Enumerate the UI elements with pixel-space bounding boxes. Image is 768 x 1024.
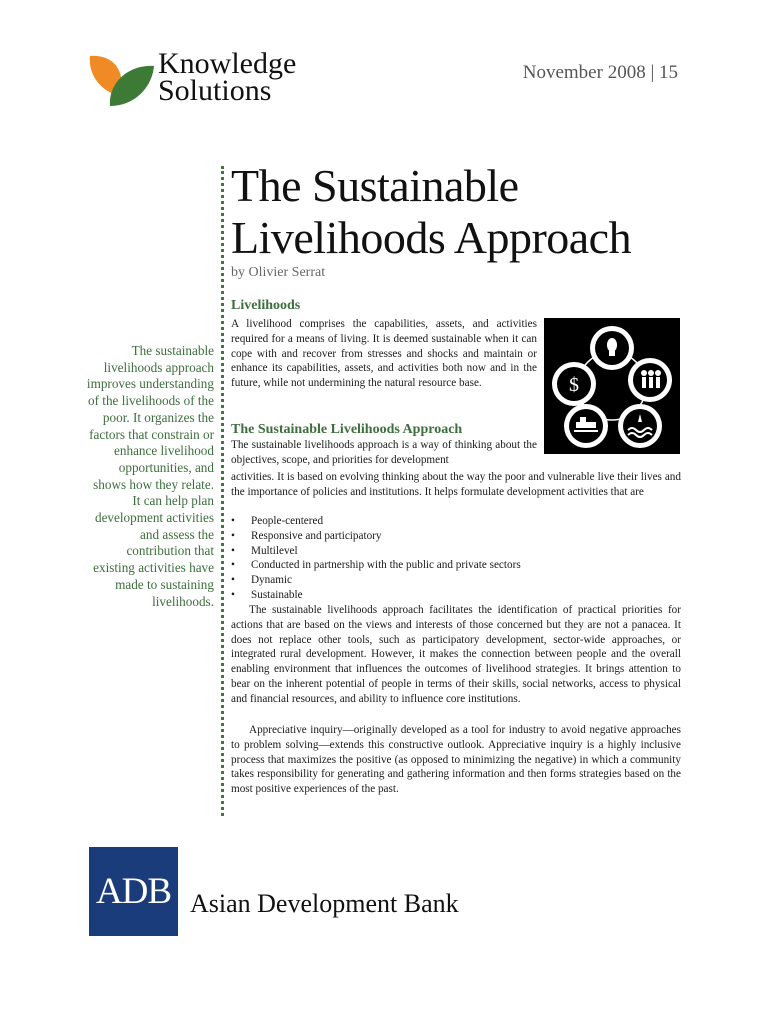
logo-line-1: Knowledge <box>158 47 297 80</box>
heading-sla: The Sustainable Livelihoods Approach <box>231 422 463 437</box>
dotted-divider <box>221 166 224 816</box>
list-item: • Responsive and participatory <box>231 529 382 542</box>
logo-wordmark <box>158 47 297 107</box>
paragraph-facilitation: The sustainable livelihoods approach facilitates the identification of practical priorities for actions that are based on the views and interests of those concerned but they are not a panacea. It does not replace other tools, such as participatory development, sector-wide approaches, or integrated rural development. However, it makes the connection between people and the overall enabling environment that influences the outcomes of livelihood strategies. It brings attention to bear on the inherent potential of people in terms of their skills, social networks, access to physical and financial resources, and ability to influence core institutions. <box>231 604 681 705</box>
page-title: The Sustainable Livelihoods Approach <box>231 160 632 263</box>
adb-logo: ADB <box>89 847 178 936</box>
livelihoods-paragraph: A livelihood comprises the capabilities, assets, and activities required for a means of living. It is deemed sustainable when it can cope with and recover from stresses and shocks and maintain or enhance its capabilities, assets, and activities both now and in the future, while not undermining the natural resource base. <box>231 318 537 390</box>
sidebar-quote: The sustainable livelihoods approach improves understanding of the livelihoods of the poor. It organizes the factors that constrain or enhance livelihood opportunities, and shows how they relate. It can help plan development activities and assess the contribution that existing activities have made to sustaining livelihoods. <box>86 343 214 609</box>
leaf-logo-icon <box>86 52 156 108</box>
list-item: • Conducted in partnership with the public and private sectors <box>231 559 521 572</box>
sla-intro-narrow: The sustainable livelihoods approach is a way of thinking about the objectives, scope, and priorities for development <box>231 439 537 466</box>
characteristics-list <box>231 514 521 603</box>
adb-name: Asian Development Bank <box>190 889 459 918</box>
heading-livelihoods: Livelihoods <box>231 298 301 313</box>
list-item: • People-centered <box>231 515 324 527</box>
livelihood-assets-graphic <box>544 318 680 454</box>
list-item: • Multilevel <box>231 544 298 557</box>
issue-date: November 2008 | 15 <box>522 62 678 83</box>
list-item: • Dynamic <box>231 574 293 587</box>
byline: by Olivier Serrat <box>231 265 326 280</box>
paragraph-appreciative-inquiry: Appreciative inquiry—originally developed as a tool for industry to avoid negative approaches to problem solving—extends this constructive outlook. Appreciative inquiry is a highly inclusive process that maximizes the positive (as opposed to minimizing the negative) in which a community takes responsibility for generating and gathering information and then forms strategies based on the most positive experiences of the past. <box>231 724 681 796</box>
sla-intro-wide: activities. It is based on evolving thinking about the way the poor and vulnerable live their lives and the importance of policies and institutions. It helps formulate development activities that are <box>231 471 681 498</box>
svg-text:$: $ <box>569 374 579 396</box>
list-item: • Sustainable <box>231 588 303 601</box>
logo-line-2: Solutions <box>158 74 272 107</box>
